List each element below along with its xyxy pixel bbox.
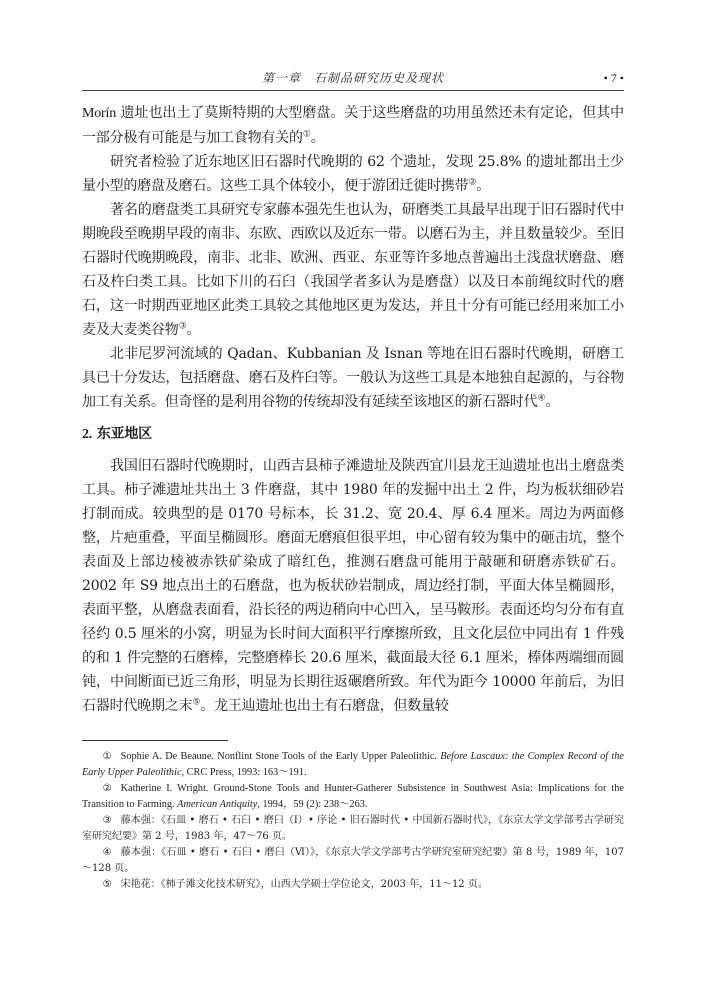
paragraph-text: 北非尼罗河流域的 Qadan、Kubbanian 及 Isnan 等地在旧石器时代晚期，研磨工具已十分发达，包括磨盘、磨石及杵臼等。一般认为这些工具是本地独自起源的，与谷物加工有关系。但奇怪的是利用谷物的传统却没有延续至该地区的新石器时代 (82, 346, 624, 410)
paragraph-5 (82, 454, 624, 718)
paragraph-text: 遗址也出土了莫斯特期的大型磨盘。关于这些磨盘的功用虽然还未有定论，但其中一部分极有可能是与加工食物有关的 (82, 105, 624, 146)
footnote-4 (82, 845, 624, 877)
paragraph-text: 我国旧石器时代晚期时，山西吉县柿子滩遗址及陕西宜川县龙王辿遗址也出土磨盘类工具。柿子滩遗址共出土 3 件磨盘，其中 1980 年的发掘中出土 2 件，均为板状细砂岩打制而成。较典型的是 0170 号标本，长 31.2、宽 20.4、厚 6.4 厘米。周边为两面修整，片疤重叠，平面呈椭圆形。磨面无磨痕但很平坦，中心留有较为集中的砸击坑，整个表面及上部边棱被赤铁矿染成了暗红色，推测石磨盘可能用于敲砸和研磨赤铁矿石。2002 年 S9 地点出土的石磨盘，也为板状砂岩制成，周边经打制，平面大体呈椭圆形，表面平整，从磨盘表面看，沿长径的两边稍向中心凹入，呈马鞍形。表面还均匀分布有直径约 0.5 厘米的小窝，明显为长时间大面积平行摩擦所致，且文化层位中同出有 1 件残的和 1 件完整的石磨棒，完整磨棒长 20.6 厘米，截面最大径 6.1 厘米，棒体两端细而圆钝，中间断面已近三角形，明显为长期往返碾磨所致。年代为距今 10000 年前后，为旧石器时代晚期之末 (82, 458, 624, 714)
section-title: 东亚地区 (92, 426, 152, 442)
main-text (82, 101, 624, 718)
paragraph-end: 。龙王辿遗址也出土有石磨盘，但数量较 (200, 698, 449, 714)
paragraph-text: 著名的磨盘类工具研究专家藤本强先生也认为，研磨类工具最早出现于旧石器时代中期晚段至晚期早段的南非、东欧、西欧以及近东一带。以磨石为主，并且数量较少。至旧石器时代晚期晚段，南非、北非、欧洲、西亚、东亚等许多地点普遍出土浅盘状磨盘、磨石及杵臼类工具。比如下川的石臼（我国学者多认为是磨盘）以及日本前绳纹时代的磨石，这一时期西亚地区此类工具较之其他地区更为发达，并且十分有可能已经用来加工小麦及大麦类谷物 (82, 202, 624, 338)
footnote-1 (82, 749, 624, 781)
footnote-ref-3[interactable]: ③ (178, 321, 187, 332)
footnote-2 (82, 781, 624, 813)
footnote-ref-5[interactable]: ⑤ (192, 697, 201, 708)
chapter-title: 第一章 石制品研究历史及现状 (261, 71, 444, 85)
paragraph-end: 。 (476, 178, 491, 194)
footnote-mark: ① (102, 751, 112, 762)
footnote-text: Katherine I. Wright. Ground-Stone Tools and Hunter-Gatherer Subsistence in Southwest Asia: Implications for the Transition to Farming. (82, 783, 624, 810)
footnotes (82, 749, 624, 893)
section-number: 2. (82, 427, 93, 442)
footnote-ref-4[interactable]: ④ (537, 393, 546, 404)
footnote-mark: ③ (102, 815, 112, 826)
footnote-text-end: , CRC Press, 1993: 163～191. (181, 767, 307, 778)
paragraph-1 (82, 101, 624, 150)
section-heading (82, 422, 624, 447)
paragraph-text: 研究者检验了近东地区旧石器时代晚期的 62 个遗址，发现 25.8% 的遗址都出土少量小型的磨盘及磨石。这些工具个体较小，便于游团迁徙时携带 (82, 154, 624, 194)
footnote-italic: American Antiquity (177, 799, 258, 810)
footnote-italic: Before Lascaux: the Complex Record of the Early Upper Paleolithic (82, 751, 624, 778)
running-header (82, 68, 624, 91)
footnote-text: 藤本强：《石皿 • 磨石 • 石臼 • 磨臼（Ⅵ）》，《东京大学文学部考古学研究室研究纪要》第 8 号，1989 年，107～128 页。 (82, 847, 624, 874)
paragraph-end: 。 (310, 130, 325, 146)
paragraph-end: 。 (186, 322, 201, 338)
paragraph-3 (82, 198, 624, 342)
footnote-text: 宋艳花：《柿子滩文化技术研究》，山西大学硕士学位论文，2003 年，11～12 页。 (120, 879, 488, 890)
footnote-5 (82, 877, 624, 893)
footnote-3 (82, 813, 624, 845)
paragraph-end: 。 (545, 394, 560, 410)
footnote-ref-2[interactable]: ② (468, 177, 477, 188)
footnote-text: 藤本强：《石皿 • 磨石 • 石臼 • 磨臼（Ⅰ）• 序论 • 旧石器时代 • 中国新石器时代》，《东京大学文学部考古学研究室研究纪要》第 2 号，1983 年，47～76 页。 (82, 815, 624, 842)
paragraph-2 (82, 150, 624, 198)
footnote-text-end: , 1994，59 (2): 238～263. (257, 799, 368, 810)
footnote-mark: ② (102, 783, 112, 794)
paragraph-4 (82, 342, 624, 414)
site-name: Morín (82, 106, 117, 121)
footnote-divider (82, 740, 228, 741)
footnote-text: Sophie A. De Beaune. Nonflint Stone Tools of the Early Upper Paleolithic. (120, 751, 441, 762)
footnote-ref-1[interactable]: ① (302, 129, 311, 140)
footnote-mark: ④ (102, 847, 112, 858)
footnote-mark: ⑤ (102, 879, 112, 890)
page-number: • 7 • (603, 71, 624, 85)
